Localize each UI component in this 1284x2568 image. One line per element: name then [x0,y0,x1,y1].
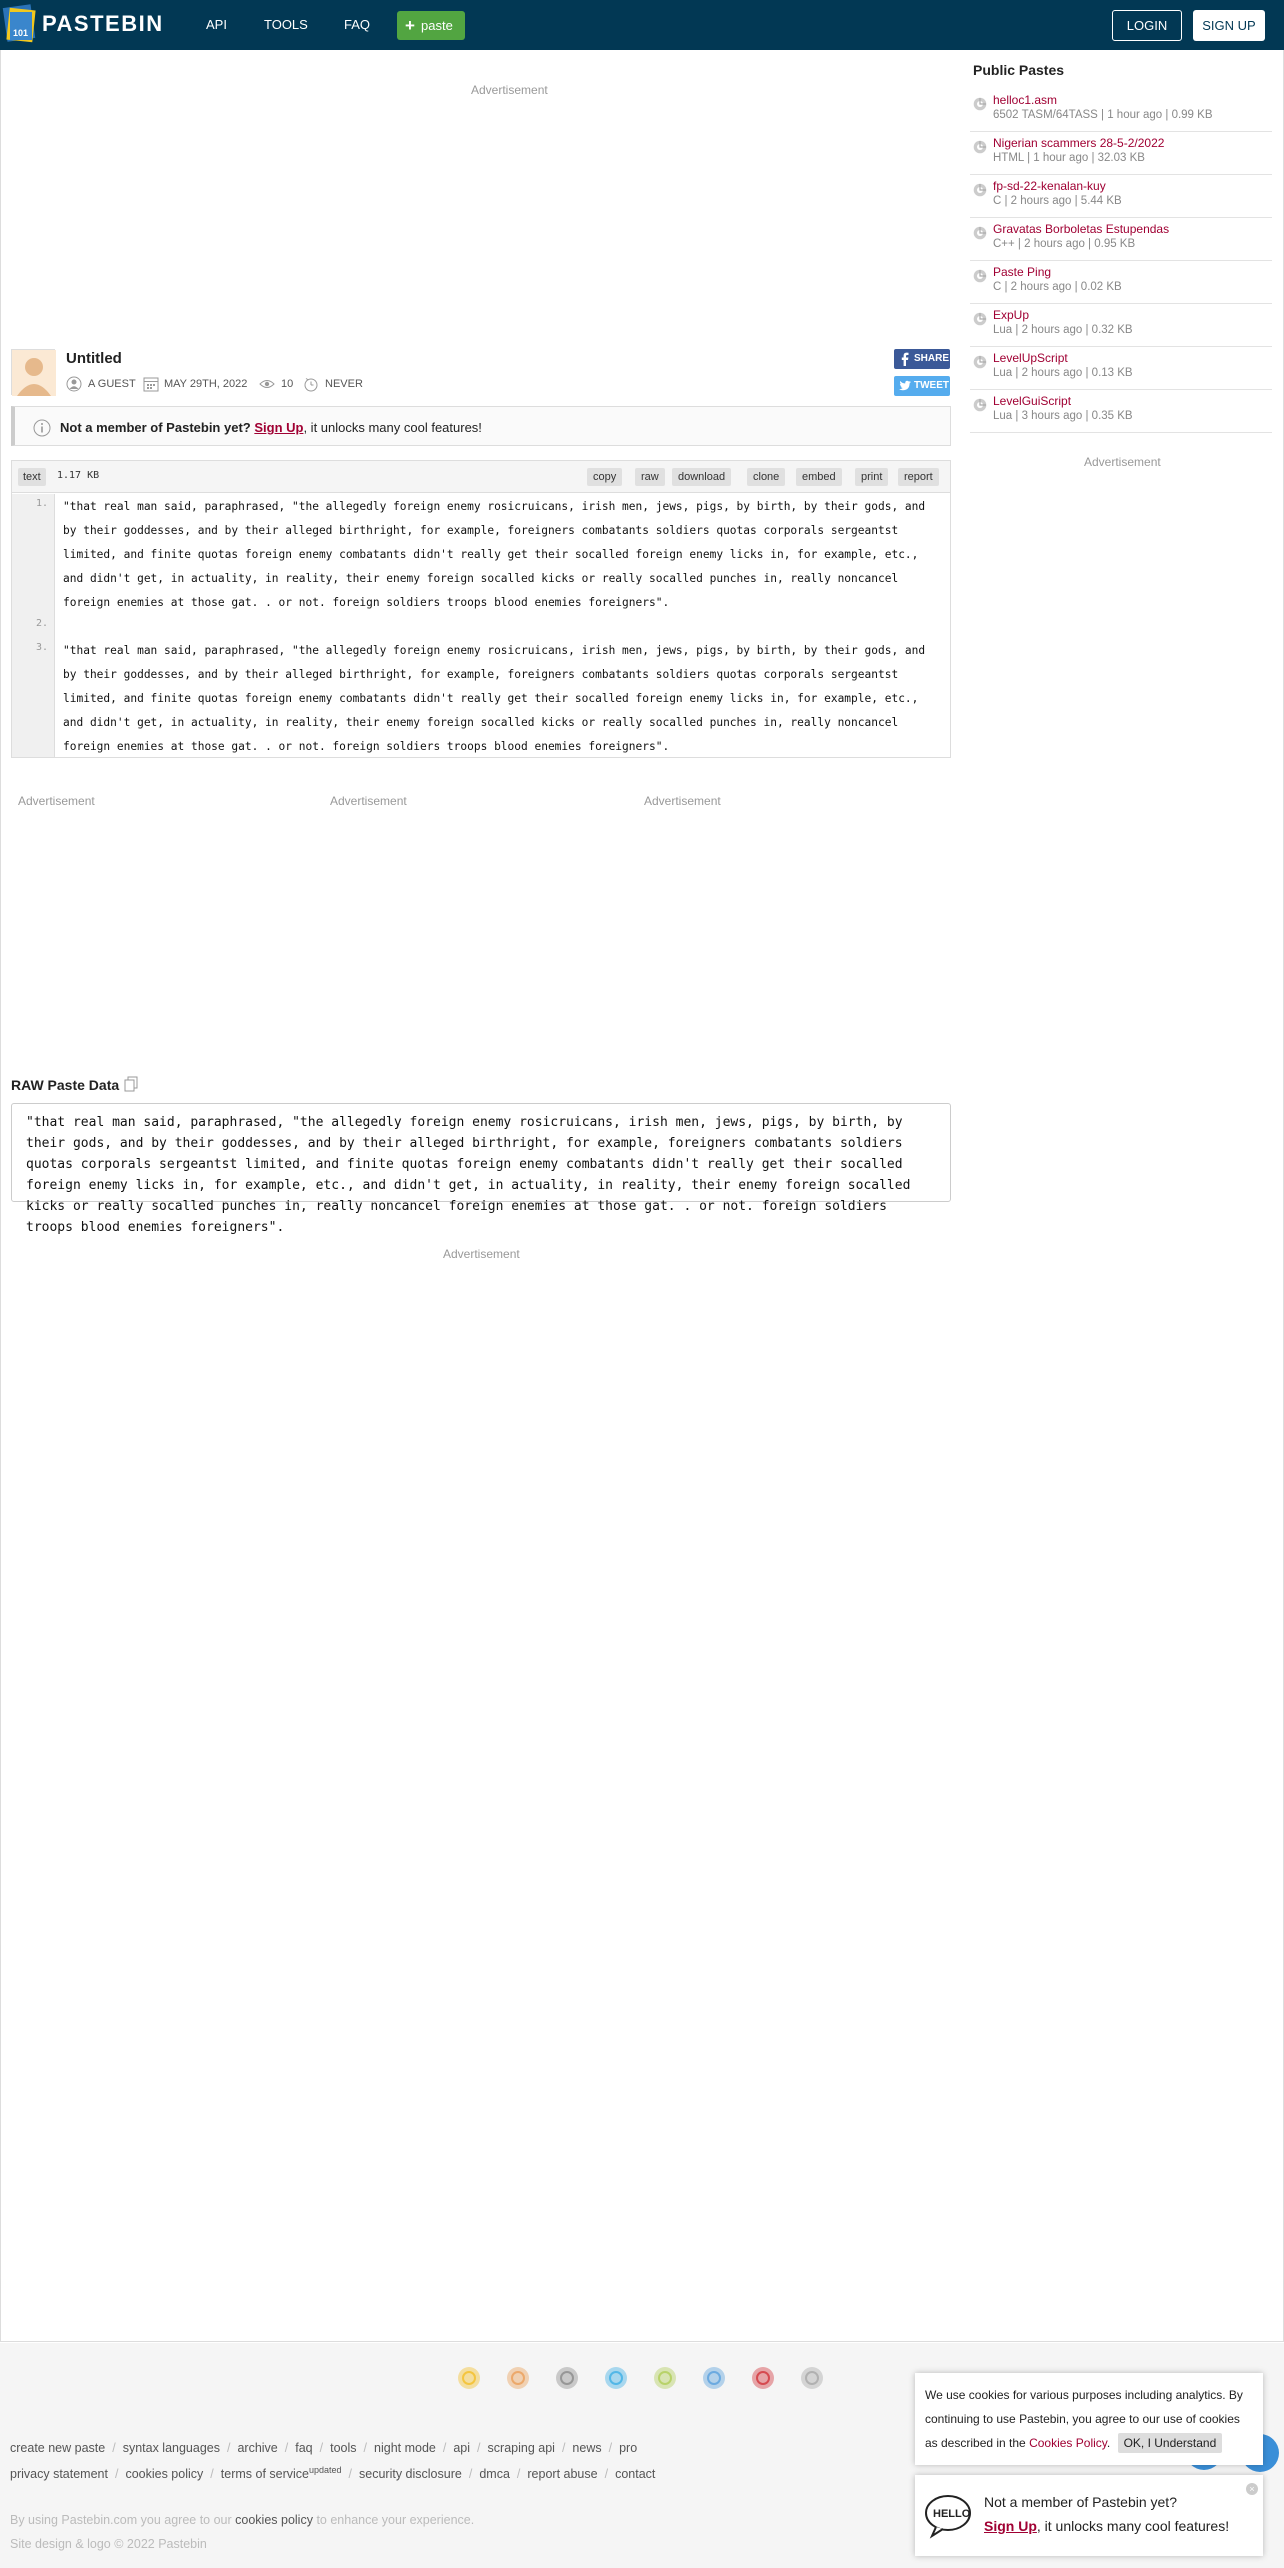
ad-label-top: Advertisement [471,83,548,97]
public-paste-name[interactable]: ExpUp [993,308,1030,322]
globe-icon [973,312,987,326]
line-number: 3. [35,642,48,653]
login-button[interactable]: LOGIN [1112,10,1182,41]
android-icon[interactable] [653,2366,677,2390]
cookie-ok-button[interactable]: OK, I Understand [1118,2433,1223,2453]
opera-icon[interactable] [751,2366,775,2390]
top-header [0,0,1284,50]
copy-icon[interactable] [124,1076,138,1092]
download-button[interactable]: download [672,468,731,486]
public-paste-meta: HTML | 1 hour ago | 32.03 KB [993,152,1145,164]
public-paste-meta: 6502 TASM/64TASS | 1 hour ago | 0.99 KB [993,109,1213,121]
public-paste-item[interactable] [970,175,1272,218]
footer-link[interactable]: scraping api [487,2441,555,2455]
code-toolbar [12,461,950,493]
chrome-icon[interactable] [457,2366,481,2390]
syntax-badge[interactable]: text [18,468,46,486]
hello-line1: Not a member of Pastebin yet? [984,2494,1177,2510]
ios-icon[interactable] [555,2366,579,2390]
public-paste-item[interactable] [970,89,1272,132]
public-paste-name[interactable]: Nigerian scammers 28-5-2/2022 [993,136,1165,150]
globe-icon [973,140,987,154]
code-line: "that real man said, paraphrased, "the allegedly foreign enemy rosicruicans, irish men, jews, pigs, by birth, by their gods, and by their goddesses, and by their alleged birthright, for example, foreigners combatants soldiers quotas corporals sergeantst limited, and finite quotas foreign enemy combatants didn't really get their socalled foreign enemy licks in, for example, etc., and didn't get, in actuality, in reality, their enemy foreign socalled kicks or really socalled punches in, really noncancel foreign enemies at those gat. . or not. foreign soldiers troops blood enemies foreigners". [63,500,932,609]
footer-link[interactable]: pro [619,2441,638,2455]
public-paste-name[interactable]: helloc1.asm [993,93,1058,107]
tweet-label: TWEET [914,380,949,391]
plus-icon: + [405,16,415,35]
member-notice [11,406,951,446]
new-paste-button[interactable] [397,11,465,40]
clone-button[interactable]: clone [747,468,785,486]
hello-suffix: , it unlocks many cool features! [1036,2518,1230,2534]
code-box [11,460,951,758]
footer-link[interactable]: contact [615,2467,656,2482]
hello-text [984,2490,1229,2538]
globe-icon [973,355,987,369]
footer-separator: / [348,2467,353,2482]
firefox-icon[interactable] [506,2366,530,2390]
hello-bubble-icon [924,2492,972,2538]
public-paste-item[interactable] [970,347,1272,390]
footer-separator: / [516,2467,521,2482]
new-paste-label: paste [421,18,453,33]
footer-link[interactable]: security disclosure [359,2467,462,2482]
report-button[interactable]: report [898,468,939,486]
footer-links-row2 [10,2465,655,2481]
footer-link[interactable]: tools [330,2441,357,2455]
paste-date: MAY 29TH, 2022 [164,378,248,390]
footer-copyright: Site design & logo © 2022 Pastebin [10,2537,207,2551]
footer-separator: / [561,2441,566,2455]
footer-link[interactable]: night mode [374,2441,436,2455]
footer-separator: / [226,2441,231,2455]
footer-link[interactable]: archive [237,2441,278,2455]
line-number: 1. [35,498,48,509]
footer-separator: / [468,2467,473,2482]
print-button[interactable]: print [855,468,888,486]
footer-separator: / [114,2467,119,2482]
footer-separator: / [319,2441,324,2455]
footer-link[interactable]: faq [295,2441,313,2455]
globe-icon [973,97,987,111]
expiry-icon [303,376,319,392]
line-number-gutter [12,494,55,757]
cookie-text: We use cookies for various purposes including analytics. By continuing to use Pastebin, you agree to our use of cookies as described in the [925,2388,1243,2450]
ad-label-sidebar: Advertisement [1084,455,1161,469]
hello-signup-link[interactable]: Sign Up [984,2518,1037,2534]
footer-link[interactable]: api [453,2441,471,2455]
linux-icon[interactable] [800,2366,824,2390]
globe-icon [973,269,987,283]
raw-paste-title: RAW Paste Data [11,1077,120,1093]
public-paste-item[interactable] [970,390,1272,433]
footer-links-row1 [10,2441,637,2455]
public-paste-meta: Lua | 2 hours ago | 0.13 KB [993,367,1133,379]
paste-author[interactable]: A GUEST [88,378,136,390]
public-paste-name[interactable]: Paste Ping [993,265,1052,279]
public-paste-meta: C | 2 hours ago | 0.02 KB [993,281,1122,293]
nav-tools[interactable]: TOOLS [264,17,308,32]
public-paste-meta: C++ | 2 hours ago | 0.95 KB [993,238,1136,250]
globe-icon [973,183,987,197]
eye-icon [259,376,275,392]
notice-signup-link[interactable]: Sign Up [254,420,304,435]
footer-separator: / [363,2441,368,2455]
paste-views: 10 [281,378,294,390]
svg-text:101: 101 [13,28,29,38]
public-paste-item[interactable] [970,261,1272,304]
info-icon [33,419,51,437]
copy-button[interactable]: copy [587,468,622,486]
public-paste-name[interactable]: LevelUpScript [993,351,1068,365]
ad-label-bottom-1: Advertisement [18,794,95,808]
globe-icon [973,226,987,240]
code-line: "that real man said, paraphrased, "the allegedly foreign enemy rosicruicans, irish men, jews, pigs, by birth, by their gods, and by their goddesses, and by their alleged birthright, for example, foreigners combatants soldiers quotas corporals sergeantst limited, and finite quotas foreign enemy combatants didn't really get their socalled foreign enemy licks in, for example, etc., and didn't get, in actuality, in reality, their enemy foreign socalled kicks or really socalled punches in, really noncancel foreign enemies at those gat. . or not. foreign soldiers troops blood enemies foreigners". [63,644,932,753]
public-paste-item[interactable] [970,132,1272,175]
raw-paste-textarea[interactable]: "that real man said, paraphrased, "the allegedly foreign enemy rosicruicans, irish men, jews, pigs, by birth, by their gods, and by their goddesses, and by their alleged birthright, for example, foreigners combatants soldiers quotas corporals sergeantst limited, and finite quotas foreign enemy combatants didn't really get their socalled foreign enemy licks in, for example, etc., and didn't get, in actuality, in reality, their enemy foreign socalled kicks or really socalled punches in, really noncancel foreign enemies at those gat. . or not. foreign soldiers troops blood enemies foreigners". [11,1103,951,1202]
calendar-icon [143,376,159,392]
ad-label-below-raw: Advertisement [443,1247,520,1261]
ad-label-bottom-3: Advertisement [644,794,721,808]
footer-separator: / [608,2441,613,2455]
footer-link[interactable]: terms of service [220,2467,309,2482]
footer-separator: / [112,2441,116,2455]
paste-size: 1.17 KB [57,470,100,481]
paste-expiry: NEVER [325,378,363,390]
footer-separator: / [442,2441,447,2455]
twitter-tweet-button[interactable] [894,376,950,396]
notice-suffix: , it unlocks many cool features! [303,420,482,435]
line-number: 2. [35,618,48,629]
public-paste-item[interactable] [970,304,1272,347]
notice-text [60,420,482,435]
footer-separator: / [604,2467,609,2482]
footer-link[interactable]: create new paste [10,2441,106,2455]
footer-link[interactable]: cookies policy [125,2467,204,2482]
footer-separator: / [284,2441,289,2455]
ad-label-bottom-2: Advertisement [330,794,407,808]
public-paste-meta: Lua | 3 hours ago | 0.35 KB [993,410,1133,422]
facebook-share-button[interactable] [894,349,950,369]
footer-link[interactable]: news [572,2441,602,2455]
share-label: SHARE [914,353,950,364]
mac-icon[interactable] [702,2366,726,2390]
pastebin-logo[interactable] [4,4,38,44]
svg-text:HELLO: HELLO [933,2508,971,2520]
legal-prefix: By using Pastebin.com you agree to our [10,2513,232,2527]
signup-promo-popup [915,2475,1263,2556]
footer-separator: / [210,2467,214,2482]
notice-prefix: Not a member of Pastebin yet? [60,420,251,435]
public-paste-meta: Lua | 2 hours ago | 0.32 KB [993,324,1133,336]
public-pastes-title: Public Pastes [973,62,1065,78]
footer-separator: / [477,2441,481,2455]
public-paste-name[interactable]: LevelGuiScript [993,394,1072,408]
footer-link[interactable]: report abuse [527,2467,598,2482]
nav-faq[interactable]: FAQ [344,17,371,32]
embed-button[interactable]: embed [796,468,842,486]
cookie-policy-link[interactable]: Cookies Policy [1029,2436,1107,2450]
raw-button[interactable]: raw [635,468,665,486]
avatar [11,349,55,395]
footer-link[interactable]: syntax languages [122,2441,220,2455]
legal-cookies-link[interactable]: cookies policy [235,2513,313,2527]
public-paste-name[interactable]: fp-sd-22-kenalan-kuy [993,179,1106,193]
nav-api[interactable]: API [206,17,227,32]
updated-badge: updated [308,2465,342,2475]
twitter-icon [898,379,912,393]
public-paste-item[interactable] [970,218,1272,261]
brand-name[interactable]: PASTEBIN [42,11,164,36]
legal-suffix: to enhance your experience. [316,2513,475,2527]
close-icon[interactable]: × [1246,2483,1258,2495]
public-paste-meta: C | 2 hours ago | 5.44 KB [993,195,1122,207]
globe-icon [973,398,987,412]
footer-link[interactable]: dmca [479,2467,510,2482]
footer-legal [10,2513,474,2527]
footer-link[interactable]: privacy statement [10,2467,108,2482]
paste-title: Untitled [66,350,122,367]
public-paste-name[interactable]: Gravatas Borboletas Estupendas [993,222,1170,236]
user-icon [66,376,82,392]
facebook-icon [898,352,912,366]
cookie-consent-popup: We use cookies for various purposes including analytics. By continuing to use Pastebin, you agree to our use of cookies as described in the Cookies Policy. OK, I Understand [915,2373,1263,2465]
signup-button[interactable]: SIGN UP [1193,10,1265,41]
windows-icon[interactable] [604,2366,628,2390]
